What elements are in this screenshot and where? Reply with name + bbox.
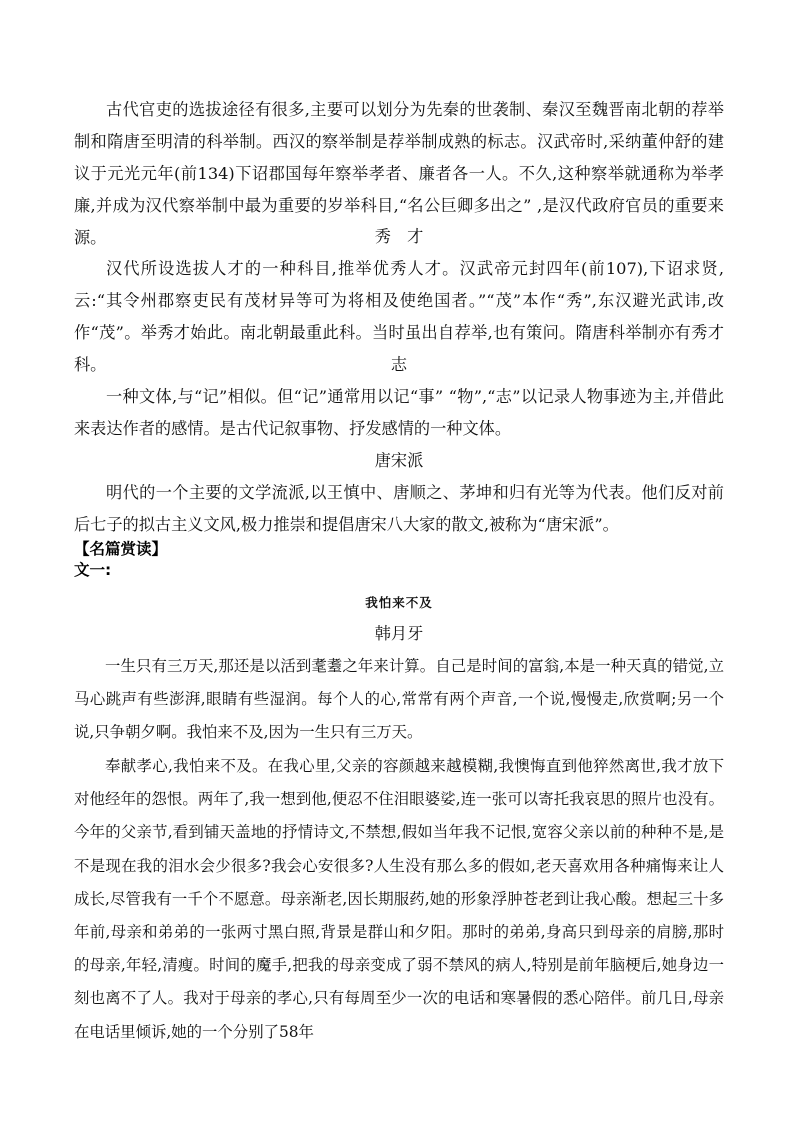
term-body-zhi: 一种文体,与“记”相似。但“记”通常用以记“事” “物”,“志”以记录人物事迹为主,并借此来表达作者的感情。是古代记叙事物、抒发感情的一种文体。 [74, 387, 724, 438]
term-title-tangsong: 唐宋派 [374, 451, 424, 470]
term-title-xiucai: 秀 才 [374, 227, 424, 246]
term-title-zhi: 志 [390, 355, 408, 374]
term-body-tangsong: 明代的一个主要的文学流派,以王慎中、唐顺之、茅坤和归有光等为代表。他们反对前后七子的拟古主义文风,极力推崇和提倡唐宋八大家的散文,被称为“唐宋派”。 [74, 483, 724, 534]
essay-paragraph-2: 奉献孝心,我怕来不及。在我心里,父亲的容颜越来越模糊,我懊悔直到他猝然离世,我才放下对他经年的怨恨。两年了,我一想到他,便忍不住泪眼婆娑,连一张可以寄托我哀思的照片也没有。今年的父亲节,看到铺天盖地的抒情诗文,不禁想,假如当年我不记恨,宽容父亲以前的种种不是,是不是现在我的泪水会少很多?我会心安很多?人生没有那么多的假如,老天喜欢用各种痛悔来让人成长,尽管我有一千个不愿意。母亲渐老,因长期服药,她的形象浮肿苍老到让我心酸。想起三十多年前,母亲和弟弟的一张两寸黑白照,背景是群山和夕阳。那时的弟弟,身高只到母亲的肩膀,那时的母亲,年轻,清瘦。时间的魔手,把我的母亲变成了弱不禁风的病人,特别是前年脑梗后,她身边一刻也离不了人。我对于母亲的孝心,只有每周至少一次的电话和寒暑假的悉心陪伴。前几日,母亲在电话里倾诉,她的一个分别了58年 [74, 757, 724, 1041]
section-heading: 【名篇赏读】 [74, 540, 168, 558]
essay-author: 韩月牙 [374, 624, 424, 643]
intro-paragraph: 古代官吏的选拔途径有很多,主要可以划分为先秦的世袭制、秦汉至魏晋南北朝的荐举制和隋唐至明清的科举制。西汉的察举制是荐举制成熟的标志。汉武帝时,采纳董仲舒的建议于元光元年(前134)下诏郡国每年察举孝者、廉者各一人。不久,这种察举就通称为举孝廉,并成为汉代察举制中最为重要的岁举科目,“名公巨卿多出之” ,是汉代政府官员的重要来源。 [74, 100, 724, 247]
text-label: 文一: [74, 561, 112, 579]
term-body-xiucai: 汉代所设选拔人才的一种科目,推举优秀人才。汉武帝元封四年(前107),下诏求贤,云:“其令州郡察吏民有茂材异等可为将相及使绝国者。”“茂”本作“秀”,东汉避光武讳,改作“茂”。举秀才始此。南北朝最重此科。当时虽出自荐举,也有策问。隋唐科举制亦有秀才科。 [74, 259, 724, 374]
essay-title: 我怕来不及 [365, 595, 433, 610]
essay-paragraph-1: 一生只有三万天,那还是以活到耄耋之年来计算。自己是时间的富翁,本是一种天真的错觉,立马心跳声有些澎湃,眼睛有些湿润。每个人的心,常常有两个声音,一个说,慢慢走,欣赏啊;另一个说,只争朝夕啊。我怕来不及,因为一生只有三万天。 [74, 657, 724, 742]
